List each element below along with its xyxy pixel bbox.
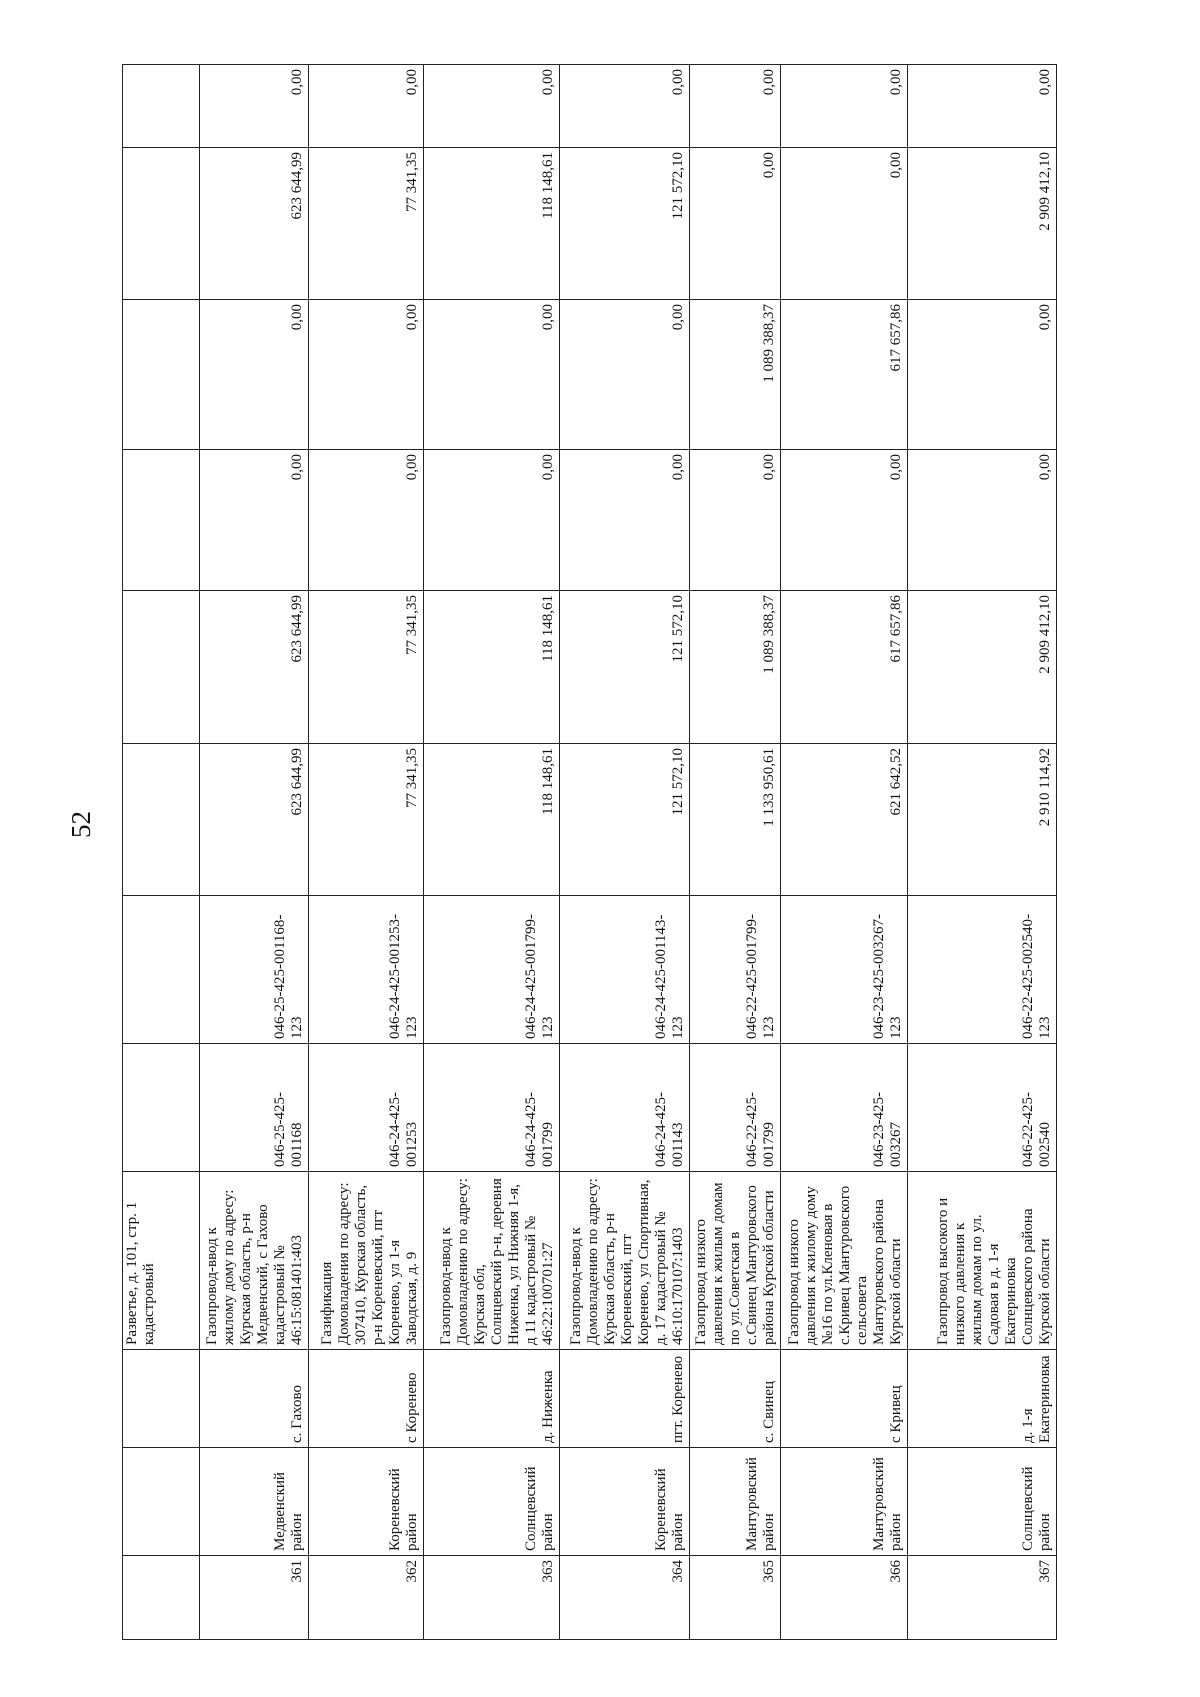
cell-district: Солнцевский район bbox=[907, 1448, 1056, 1556]
cell-value: 0,00 bbox=[781, 65, 908, 148]
cell-description: Газопровод низкого давления к жилым домам по ул.Советская в с.Свинец Мантуровского района Курской области bbox=[689, 1172, 781, 1350]
rotated-table-container bbox=[122, 65, 1057, 1640]
cell-code: 046-22-425-002540-123 bbox=[907, 896, 1056, 1044]
cell-value: 0,00 bbox=[907, 300, 1056, 450]
cell-value bbox=[123, 300, 200, 450]
cell-no: 366 bbox=[781, 1556, 908, 1640]
cell-value: 121 572,10 bbox=[560, 591, 690, 744]
cell-value: 1 089 388,37 bbox=[689, 300, 781, 450]
cell-value: 0,00 bbox=[424, 65, 560, 148]
cell-value: 0,00 bbox=[781, 450, 908, 591]
cell-inv-no: 046-24-425-001799 bbox=[424, 1044, 560, 1172]
cell-value: 0,00 bbox=[309, 450, 424, 591]
cell-locality: д. 1-я Екатериновка bbox=[907, 1350, 1056, 1448]
cell-district: Кореневский район bbox=[309, 1448, 424, 1556]
cell-value: 617 657,86 bbox=[781, 300, 908, 450]
cell-value bbox=[123, 591, 200, 744]
cell-locality: пгт. Коренево bbox=[560, 1350, 690, 1448]
cell-description: Газопровод-ввод к Домовладению по адресу: Курская обл, Солнцевский р-н, деревня Ниженка, ул Нижняя 1-я, д 11 кадастровый № 46:22:100701:27 bbox=[424, 1172, 560, 1350]
table-row bbox=[560, 65, 690, 1640]
cell-code: 046-22-425-001799-123 bbox=[689, 896, 781, 1044]
cell-no: 363 bbox=[424, 1556, 560, 1640]
cell-description: Газопровод высокого и низкого давления к жилым домам по ул. Садовая в д. 1-я Екатериновка Солнцевского района Курской области bbox=[907, 1172, 1056, 1350]
assets-table bbox=[122, 64, 1057, 1640]
cell-value: 0,00 bbox=[689, 65, 781, 148]
cell-value: 0,00 bbox=[781, 148, 908, 300]
cell-value: 118 148,61 bbox=[424, 591, 560, 744]
cell-no: 367 bbox=[907, 1556, 1056, 1640]
cell-district: Солнцевский район bbox=[424, 1448, 560, 1556]
cell-value: 0,00 bbox=[689, 450, 781, 591]
cell-value: 0,00 bbox=[424, 300, 560, 450]
cell-description: Газопровод низкого давления к жилому дому №16 по ул.Кленовая в с.Кривец Мантуровского сельсовета Мантуровского района Курской области bbox=[781, 1172, 908, 1350]
cell-locality: с Коренево bbox=[309, 1350, 424, 1448]
cell-value bbox=[123, 148, 200, 300]
cell-code: 046-23-425-003267-123 bbox=[781, 896, 908, 1044]
cell-value: 77 341,35 bbox=[309, 591, 424, 744]
table-row bbox=[424, 65, 560, 1640]
cell-value: 118 148,61 bbox=[424, 148, 560, 300]
cell-value: 0,00 bbox=[560, 300, 690, 450]
cell-locality: с Кривец bbox=[781, 1350, 908, 1448]
cell-value: 621 642,52 bbox=[781, 744, 908, 896]
cell-locality bbox=[123, 1350, 200, 1448]
cell-code: 046-24-425-001143-123 bbox=[560, 896, 690, 1044]
table-row bbox=[781, 65, 908, 1640]
cell-value: 0,00 bbox=[309, 65, 424, 148]
cell-value bbox=[123, 450, 200, 591]
cell-value: 121 572,10 bbox=[560, 744, 690, 896]
table-row bbox=[309, 65, 424, 1640]
cell-description: Газификация Домовладения по адресу: 307410, Курская область, р-н Кореневский, пгт Коренево, ул 1-я Заводская, д. 9 bbox=[309, 1172, 424, 1350]
page-number: 52 bbox=[66, 811, 96, 838]
cell-inv-no bbox=[123, 1044, 200, 1172]
cell-value: 2 909 412,10 bbox=[907, 148, 1056, 300]
cell-no: 362 bbox=[309, 1556, 424, 1640]
cell-code: 046-25-425-001168-123 bbox=[200, 896, 309, 1044]
cell-code: 046-24-425-001253-123 bbox=[309, 896, 424, 1044]
cell-description: Газопровод-ввод к жилому дому по адресу: Курская область, р-н Медвенский, с Гахово кадастровый № 46:15:081401:403 bbox=[200, 1172, 309, 1350]
cell-locality: с. Свинец bbox=[689, 1350, 781, 1448]
cell-value: 0,00 bbox=[560, 450, 690, 591]
table-row-header bbox=[123, 65, 200, 1640]
cell-value bbox=[123, 744, 200, 896]
table-row bbox=[689, 65, 781, 1640]
cell-value: 617 657,86 bbox=[781, 591, 908, 744]
cell-district: Мантуровский район bbox=[689, 1448, 781, 1556]
table-row bbox=[907, 65, 1056, 1640]
cell-inv-no: 046-23-425-003267 bbox=[781, 1044, 908, 1172]
cell-locality: д. Ниженка bbox=[424, 1350, 560, 1448]
cell-value: 118 148,61 bbox=[424, 744, 560, 896]
cell-inv-no: 046-24-425-001253 bbox=[309, 1044, 424, 1172]
cell-no bbox=[123, 1556, 200, 1640]
cell-value: 0,00 bbox=[907, 65, 1056, 148]
cell-inv-no: 046-25-425-001168 bbox=[200, 1044, 309, 1172]
cell-district bbox=[123, 1448, 200, 1556]
cell-district: Мантуровский район bbox=[781, 1448, 908, 1556]
cell-description: Разветье, д. 101, стр. 1 кадастровый bbox=[123, 1172, 200, 1350]
cell-value: 1 089 388,37 bbox=[689, 591, 781, 744]
cell-inv-no: 046-24-425-001143 bbox=[560, 1044, 690, 1172]
cell-value: 623 644,99 bbox=[200, 591, 309, 744]
cell-value: 0,00 bbox=[424, 450, 560, 591]
cell-value: 0,00 bbox=[689, 148, 781, 300]
cell-value: 1 133 950,61 bbox=[689, 744, 781, 896]
cell-no: 361 bbox=[200, 1556, 309, 1640]
cell-value: 77 341,35 bbox=[309, 148, 424, 300]
cell-value: 2 909 412,10 bbox=[907, 591, 1056, 744]
cell-value: 0,00 bbox=[309, 300, 424, 450]
table-row bbox=[200, 65, 309, 1640]
cell-value bbox=[123, 65, 200, 148]
cell-value: 0,00 bbox=[907, 450, 1056, 591]
cell-value: 77 341,35 bbox=[309, 744, 424, 896]
cell-description: Газопровод-ввод к Домовладению по адресу: Курская область, р-н Кореневский, пгт Коренево, ул Спортивная, д. 17 кадастровый № 46:10:170107:1403 bbox=[560, 1172, 690, 1350]
cell-no: 364 bbox=[560, 1556, 690, 1640]
cell-no: 365 bbox=[689, 1556, 781, 1640]
cell-value: 623 644,99 bbox=[200, 744, 309, 896]
cell-code bbox=[123, 896, 200, 1044]
cell-district: Медвенский район bbox=[200, 1448, 309, 1556]
cell-value: 0,00 bbox=[560, 65, 690, 148]
cell-value: 623 644,99 bbox=[200, 148, 309, 300]
cell-value: 0,00 bbox=[200, 300, 309, 450]
cell-value: 121 572,10 bbox=[560, 148, 690, 300]
cell-inv-no: 046-22-425-001799 bbox=[689, 1044, 781, 1172]
cell-value: 2 910 114,92 bbox=[907, 744, 1056, 896]
cell-value: 0,00 bbox=[200, 65, 309, 148]
cell-locality: с. Гахово bbox=[200, 1350, 309, 1448]
cell-code: 046-24-425-001799-123 bbox=[424, 896, 560, 1044]
cell-district: Кореневский район bbox=[560, 1448, 690, 1556]
cell-value: 0,00 bbox=[200, 450, 309, 591]
cell-inv-no: 046-22-425-002540 bbox=[907, 1044, 1056, 1172]
